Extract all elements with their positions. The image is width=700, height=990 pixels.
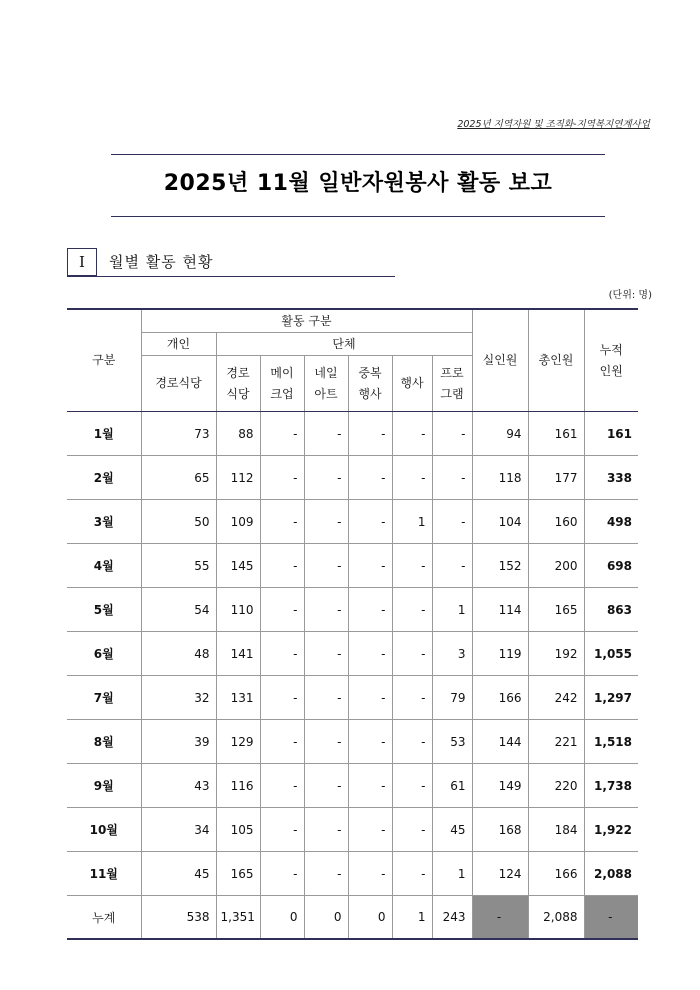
row-cell: 1,738 bbox=[584, 764, 638, 808]
row-month-label: 11월 bbox=[67, 852, 141, 896]
row-cell: - bbox=[260, 808, 304, 852]
header-group-event: 행사 bbox=[392, 356, 432, 412]
document-title: 2025년 11월 일반자원봉사 활동 보고 bbox=[163, 171, 553, 196]
row-cell: - bbox=[304, 456, 348, 500]
row-cell: 48 bbox=[141, 632, 216, 676]
total-row-cell: 0 bbox=[260, 896, 304, 940]
table-row bbox=[67, 720, 638, 764]
header-group-makeup: 메이 크업 bbox=[260, 356, 304, 412]
total-row-cell: - bbox=[584, 896, 638, 940]
total-row-cell: 243 bbox=[432, 896, 472, 940]
total-row-cell: 1 bbox=[392, 896, 432, 940]
row-cell: 55 bbox=[141, 544, 216, 588]
row-cell: - bbox=[392, 764, 432, 808]
row-cell: - bbox=[348, 544, 392, 588]
row-cell: 54 bbox=[141, 588, 216, 632]
unit-note: (단위: 명) bbox=[608, 290, 652, 301]
row-cell: 1,297 bbox=[584, 676, 638, 720]
row-month-label: 9월 bbox=[67, 764, 141, 808]
row-cell: 129 bbox=[216, 720, 260, 764]
row-cell: - bbox=[260, 676, 304, 720]
row-cell: 50 bbox=[141, 500, 216, 544]
row-cell: 61 bbox=[432, 764, 472, 808]
row-cell: 3 bbox=[432, 632, 472, 676]
row-cell: - bbox=[304, 632, 348, 676]
row-cell: 192 bbox=[528, 632, 584, 676]
header-activity-group: 활동 구분 bbox=[141, 309, 472, 333]
header-actual-count: 실인원 bbox=[472, 309, 528, 412]
row-cell: 104 bbox=[472, 500, 528, 544]
row-cell: 1 bbox=[432, 852, 472, 896]
total-row-cell: 2,088 bbox=[528, 896, 584, 940]
monthly-activity-table bbox=[67, 308, 638, 940]
row-cell: 73 bbox=[141, 412, 216, 456]
total-row-cell: 0 bbox=[304, 896, 348, 940]
row-cell: 1,922 bbox=[584, 808, 638, 852]
row-cell: 184 bbox=[528, 808, 584, 852]
row-cell: 1 bbox=[392, 500, 432, 544]
row-cell: 116 bbox=[216, 764, 260, 808]
row-cell: 144 bbox=[472, 720, 528, 764]
row-cell: 221 bbox=[528, 720, 584, 764]
title-top-rule bbox=[111, 154, 605, 155]
row-cell: 166 bbox=[472, 676, 528, 720]
row-cell: 65 bbox=[141, 456, 216, 500]
row-cell: 168 bbox=[472, 808, 528, 852]
row-cell: - bbox=[432, 456, 472, 500]
row-cell: - bbox=[348, 588, 392, 632]
row-cell: - bbox=[260, 852, 304, 896]
total-row-cell: 0 bbox=[348, 896, 392, 940]
table-row bbox=[67, 852, 638, 896]
row-cell: 112 bbox=[216, 456, 260, 500]
row-cell: - bbox=[260, 632, 304, 676]
row-cell: 863 bbox=[584, 588, 638, 632]
row-cell: - bbox=[348, 500, 392, 544]
header-group-nail-art: 네일 아트 bbox=[304, 356, 348, 412]
header-group: 단체 bbox=[216, 333, 472, 356]
row-cell: 118 bbox=[472, 456, 528, 500]
row-cell: - bbox=[392, 588, 432, 632]
header-cumulative-count: 누적 인원 bbox=[584, 309, 638, 412]
row-cell: - bbox=[260, 500, 304, 544]
title-bottom-rule bbox=[111, 216, 605, 217]
row-cell: 114 bbox=[472, 588, 528, 632]
row-cell: - bbox=[260, 544, 304, 588]
row-cell: - bbox=[304, 676, 348, 720]
row-month-label: 2월 bbox=[67, 456, 141, 500]
row-month-label: 3월 bbox=[67, 500, 141, 544]
row-cell: 698 bbox=[584, 544, 638, 588]
row-cell: 124 bbox=[472, 852, 528, 896]
row-month-label: 1월 bbox=[67, 412, 141, 456]
row-cell: 220 bbox=[528, 764, 584, 808]
row-cell: - bbox=[260, 456, 304, 500]
row-cell: 141 bbox=[216, 632, 260, 676]
row-cell: - bbox=[260, 720, 304, 764]
table-row bbox=[67, 500, 638, 544]
row-cell: 34 bbox=[141, 808, 216, 852]
section-title: 월별 활동 현황 bbox=[109, 253, 214, 271]
table-row bbox=[67, 808, 638, 852]
header-category: 구분 bbox=[67, 309, 141, 412]
row-month-label: 10월 bbox=[67, 808, 141, 852]
row-month-label: 5월 bbox=[67, 588, 141, 632]
row-cell: - bbox=[348, 676, 392, 720]
row-cell: - bbox=[392, 632, 432, 676]
row-cell: 161 bbox=[584, 412, 638, 456]
row-cell: - bbox=[348, 456, 392, 500]
row-cell: 53 bbox=[432, 720, 472, 764]
row-cell: - bbox=[304, 852, 348, 896]
row-cell: - bbox=[392, 412, 432, 456]
row-cell: 2,088 bbox=[584, 852, 638, 896]
row-cell: 94 bbox=[472, 412, 528, 456]
row-cell: - bbox=[260, 764, 304, 808]
row-cell: 32 bbox=[141, 676, 216, 720]
row-cell: 45 bbox=[432, 808, 472, 852]
total-row-cell: - bbox=[472, 896, 528, 940]
row-cell: 145 bbox=[216, 544, 260, 588]
row-cell: 1,518 bbox=[584, 720, 638, 764]
table-row bbox=[67, 676, 638, 720]
row-month-label: 7월 bbox=[67, 676, 141, 720]
row-cell: 131 bbox=[216, 676, 260, 720]
row-cell: - bbox=[348, 720, 392, 764]
row-cell: 1 bbox=[432, 588, 472, 632]
section-number: I bbox=[67, 248, 97, 276]
row-cell: - bbox=[392, 676, 432, 720]
row-cell: - bbox=[304, 764, 348, 808]
total-row-cell: 538 bbox=[141, 896, 216, 940]
row-cell: 160 bbox=[528, 500, 584, 544]
table-row bbox=[67, 764, 638, 808]
table-row bbox=[67, 544, 638, 588]
total-row-label: 누계 bbox=[67, 896, 141, 940]
row-cell: 498 bbox=[584, 500, 638, 544]
row-cell: - bbox=[348, 632, 392, 676]
row-cell: 165 bbox=[528, 588, 584, 632]
row-cell: 338 bbox=[584, 456, 638, 500]
total-row bbox=[67, 896, 638, 940]
row-cell: 119 bbox=[472, 632, 528, 676]
row-cell: 200 bbox=[528, 544, 584, 588]
row-cell: 152 bbox=[472, 544, 528, 588]
table-row bbox=[67, 412, 638, 456]
row-cell: - bbox=[432, 544, 472, 588]
row-cell: 161 bbox=[528, 412, 584, 456]
row-cell: - bbox=[432, 412, 472, 456]
row-cell: - bbox=[304, 720, 348, 764]
header-group-duplicate-event: 중복 행사 bbox=[348, 356, 392, 412]
header-group-program: 프로 그램 bbox=[432, 356, 472, 412]
table-row bbox=[67, 632, 638, 676]
total-row-cell: 1,351 bbox=[216, 896, 260, 940]
row-cell: - bbox=[260, 412, 304, 456]
header-individual-senior-cafeteria: 경로식당 bbox=[141, 356, 216, 412]
row-cell: 110 bbox=[216, 588, 260, 632]
header-group-senior-cafeteria: 경로 식당 bbox=[216, 356, 260, 412]
row-cell: 1,055 bbox=[584, 632, 638, 676]
row-cell: - bbox=[392, 852, 432, 896]
row-cell: - bbox=[304, 500, 348, 544]
row-cell: - bbox=[260, 588, 304, 632]
row-cell: 166 bbox=[528, 852, 584, 896]
row-cell: 242 bbox=[528, 676, 584, 720]
section-heading bbox=[67, 248, 395, 277]
row-cell: 109 bbox=[216, 500, 260, 544]
row-cell: - bbox=[392, 544, 432, 588]
row-cell: - bbox=[348, 852, 392, 896]
document-header-note: 2025년 지역자원 및 조직화-지역복지연계사업 bbox=[457, 119, 650, 130]
row-cell: - bbox=[304, 544, 348, 588]
row-cell: - bbox=[304, 588, 348, 632]
row-cell: 39 bbox=[141, 720, 216, 764]
row-month-label: 6월 bbox=[67, 632, 141, 676]
row-cell: - bbox=[348, 764, 392, 808]
row-cell: - bbox=[392, 720, 432, 764]
row-cell: - bbox=[432, 500, 472, 544]
row-cell: 165 bbox=[216, 852, 260, 896]
table-row bbox=[67, 456, 638, 500]
header-individual: 개인 bbox=[141, 333, 216, 356]
table-row bbox=[67, 588, 638, 632]
row-cell: 149 bbox=[472, 764, 528, 808]
row-cell: - bbox=[304, 412, 348, 456]
row-cell: 43 bbox=[141, 764, 216, 808]
row-cell: 177 bbox=[528, 456, 584, 500]
header-total-count: 총인원 bbox=[528, 309, 584, 412]
row-cell: - bbox=[348, 808, 392, 852]
row-cell: 88 bbox=[216, 412, 260, 456]
row-cell: - bbox=[348, 412, 392, 456]
row-cell: 105 bbox=[216, 808, 260, 852]
row-cell: - bbox=[392, 808, 432, 852]
row-cell: - bbox=[392, 456, 432, 500]
row-cell: 45 bbox=[141, 852, 216, 896]
row-month-label: 8월 bbox=[67, 720, 141, 764]
row-cell: - bbox=[304, 808, 348, 852]
row-cell: 79 bbox=[432, 676, 472, 720]
row-month-label: 4월 bbox=[67, 544, 141, 588]
